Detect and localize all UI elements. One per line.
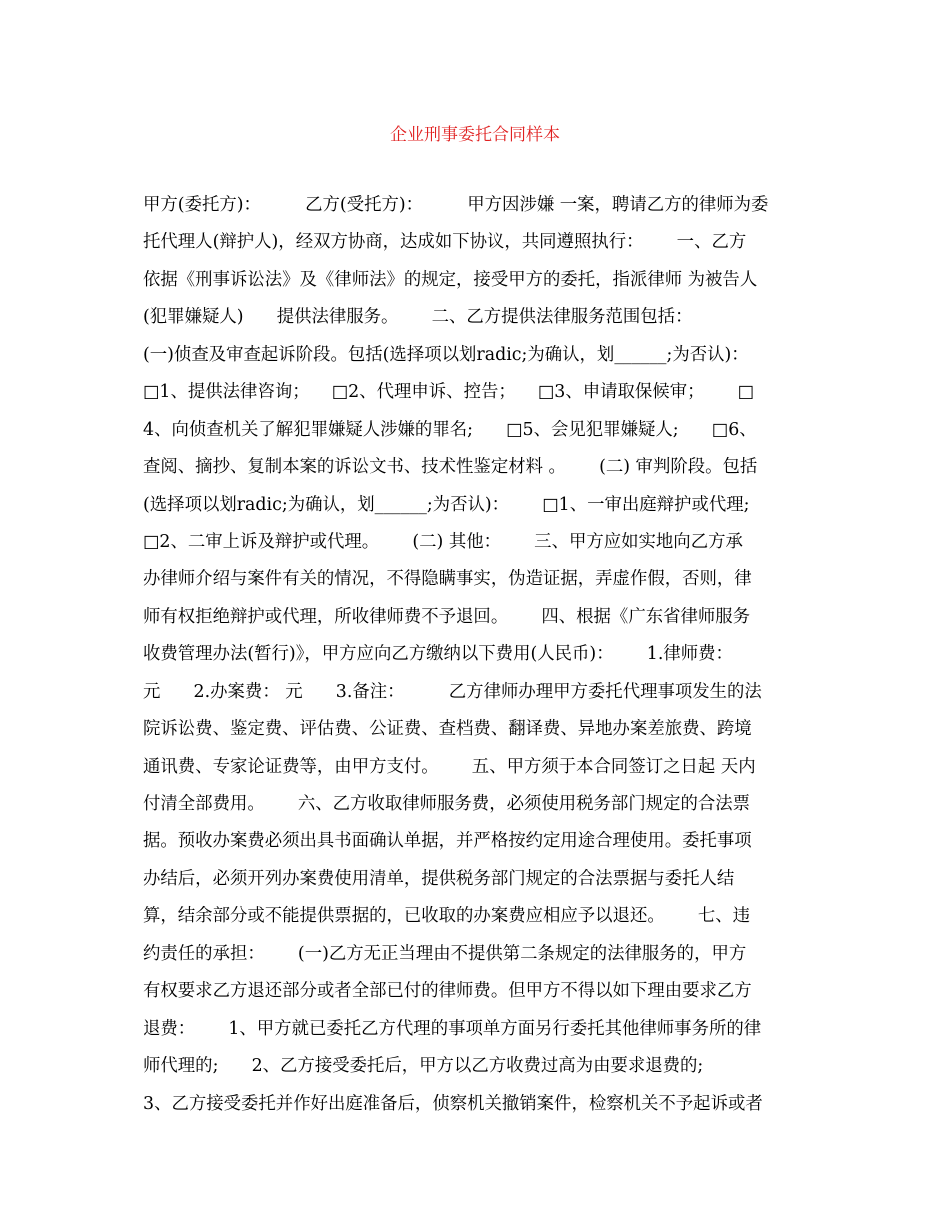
body-line: 4、向侦查机关了解犯罪嫌疑人涉嫌的罪名; □5、会见犯罪嫌疑人; □6、 <box>143 419 757 440</box>
body-line: 院诉讼费、鉴定费、评估费、公证费、查档费、翻译费、异地办案差旅费、跨境 <box>143 719 752 740</box>
body-line: 据。预收办案费必须出具书面确认单据，并严格按约定用途合理使用。委托事项 <box>143 831 752 852</box>
body-line: 算，结余部分或不能提供票据的，已收取的办案费应相应予以退还。 七、违 <box>143 906 751 927</box>
body-line: 办律师介绍与案件有关的情况，不得隐瞒事实，伪造证据，弄虚作假，否则，律 <box>143 569 752 590</box>
document-body <box>143 192 808 1128</box>
body-line: 付清全部费用。 六、乙方收取律师服务费，必须使用税务部门规定的合法票 <box>143 794 751 814</box>
body-line: 师有权拒绝辩护或代理，所收律师费不予退回。 四、根据《广东省律师服务 <box>143 606 751 627</box>
body-line: 甲方(委托方)： 乙方(受托方)： 甲方因涉嫌 一案，聘请乙方的律师为委 <box>143 195 769 215</box>
body-line: 依据《刑事诉讼法》及《律师法》的规定，接受甲方的委托，指派律师 为被告人 <box>143 269 758 290</box>
body-line: 查阅、摘抄、复制本案的诉讼文书、技术性鉴定材料 。 (二) 审判阶段。包括 <box>143 457 758 478</box>
body-line: 3、乙方接受委托并作好出庭准备后，侦察机关撤销案件，检察机关不予起诉或者 <box>143 1093 763 1114</box>
body-line: □1、提供法律咨询； □2、代理申诉、控告； □3、申请取保候审； □ <box>143 382 755 403</box>
body-line: (一)侦查及审查起诉阶段。包括(选择项以划radic;为确认，划______;为否认)： <box>143 344 749 365</box>
body-line: 约责任的承担： (一)乙方无正当理由不提供第二条规定的法律服务的，甲方 <box>143 943 747 964</box>
body-line: 有权要求乙方退还部分或者全部已付的律师费。但甲方不得以如下理由要求乙方 <box>143 981 752 1002</box>
body-line: □2、二审上诉及辩护或代理。 (二) 其他： 三、甲方应如实地向乙方承 <box>143 531 743 552</box>
body-line: 退费： 1、甲方就已委托乙方代理的事项单方面另行委托其他律师事务所的律 <box>143 1018 762 1039</box>
body-line: 托代理人(辩护人)，经双方协商，达成如下协议，共同遵照执行： 一、乙方 <box>143 232 747 253</box>
body-line: (犯罪嫌疑人) 提供法律服务。 二、乙方提供法律服务范围包括： <box>143 307 693 328</box>
body-line: 师代理的; 2、乙方接受委托后，甲方以乙方收费过高为由要求退费的; <box>143 1056 704 1077</box>
body-line: 元 2.办案费： 元 3.备注： 乙方律师办理甲方委托代理事项发生的法 <box>143 681 762 702</box>
body-line: (选择项以划radic;为确认，划______;为否认)： □1、一审出庭辩护或代理; <box>143 494 750 515</box>
document-title: 企业刑事委托合同样本 <box>390 125 560 145</box>
body-line: 办结后，必须开列办案费使用清单，提供税务部门规定的合法票据与委托人结 <box>143 868 735 889</box>
body-line: 通讯费、专家论证费等，由甲方支付。 五、甲方须于本合同签订之日起 天内 <box>143 756 756 777</box>
body-line: 收费管理办法(暂行)》，甲方应向乙方缴纳以下费用(人民币)： 1.律师费： <box>143 644 733 665</box>
